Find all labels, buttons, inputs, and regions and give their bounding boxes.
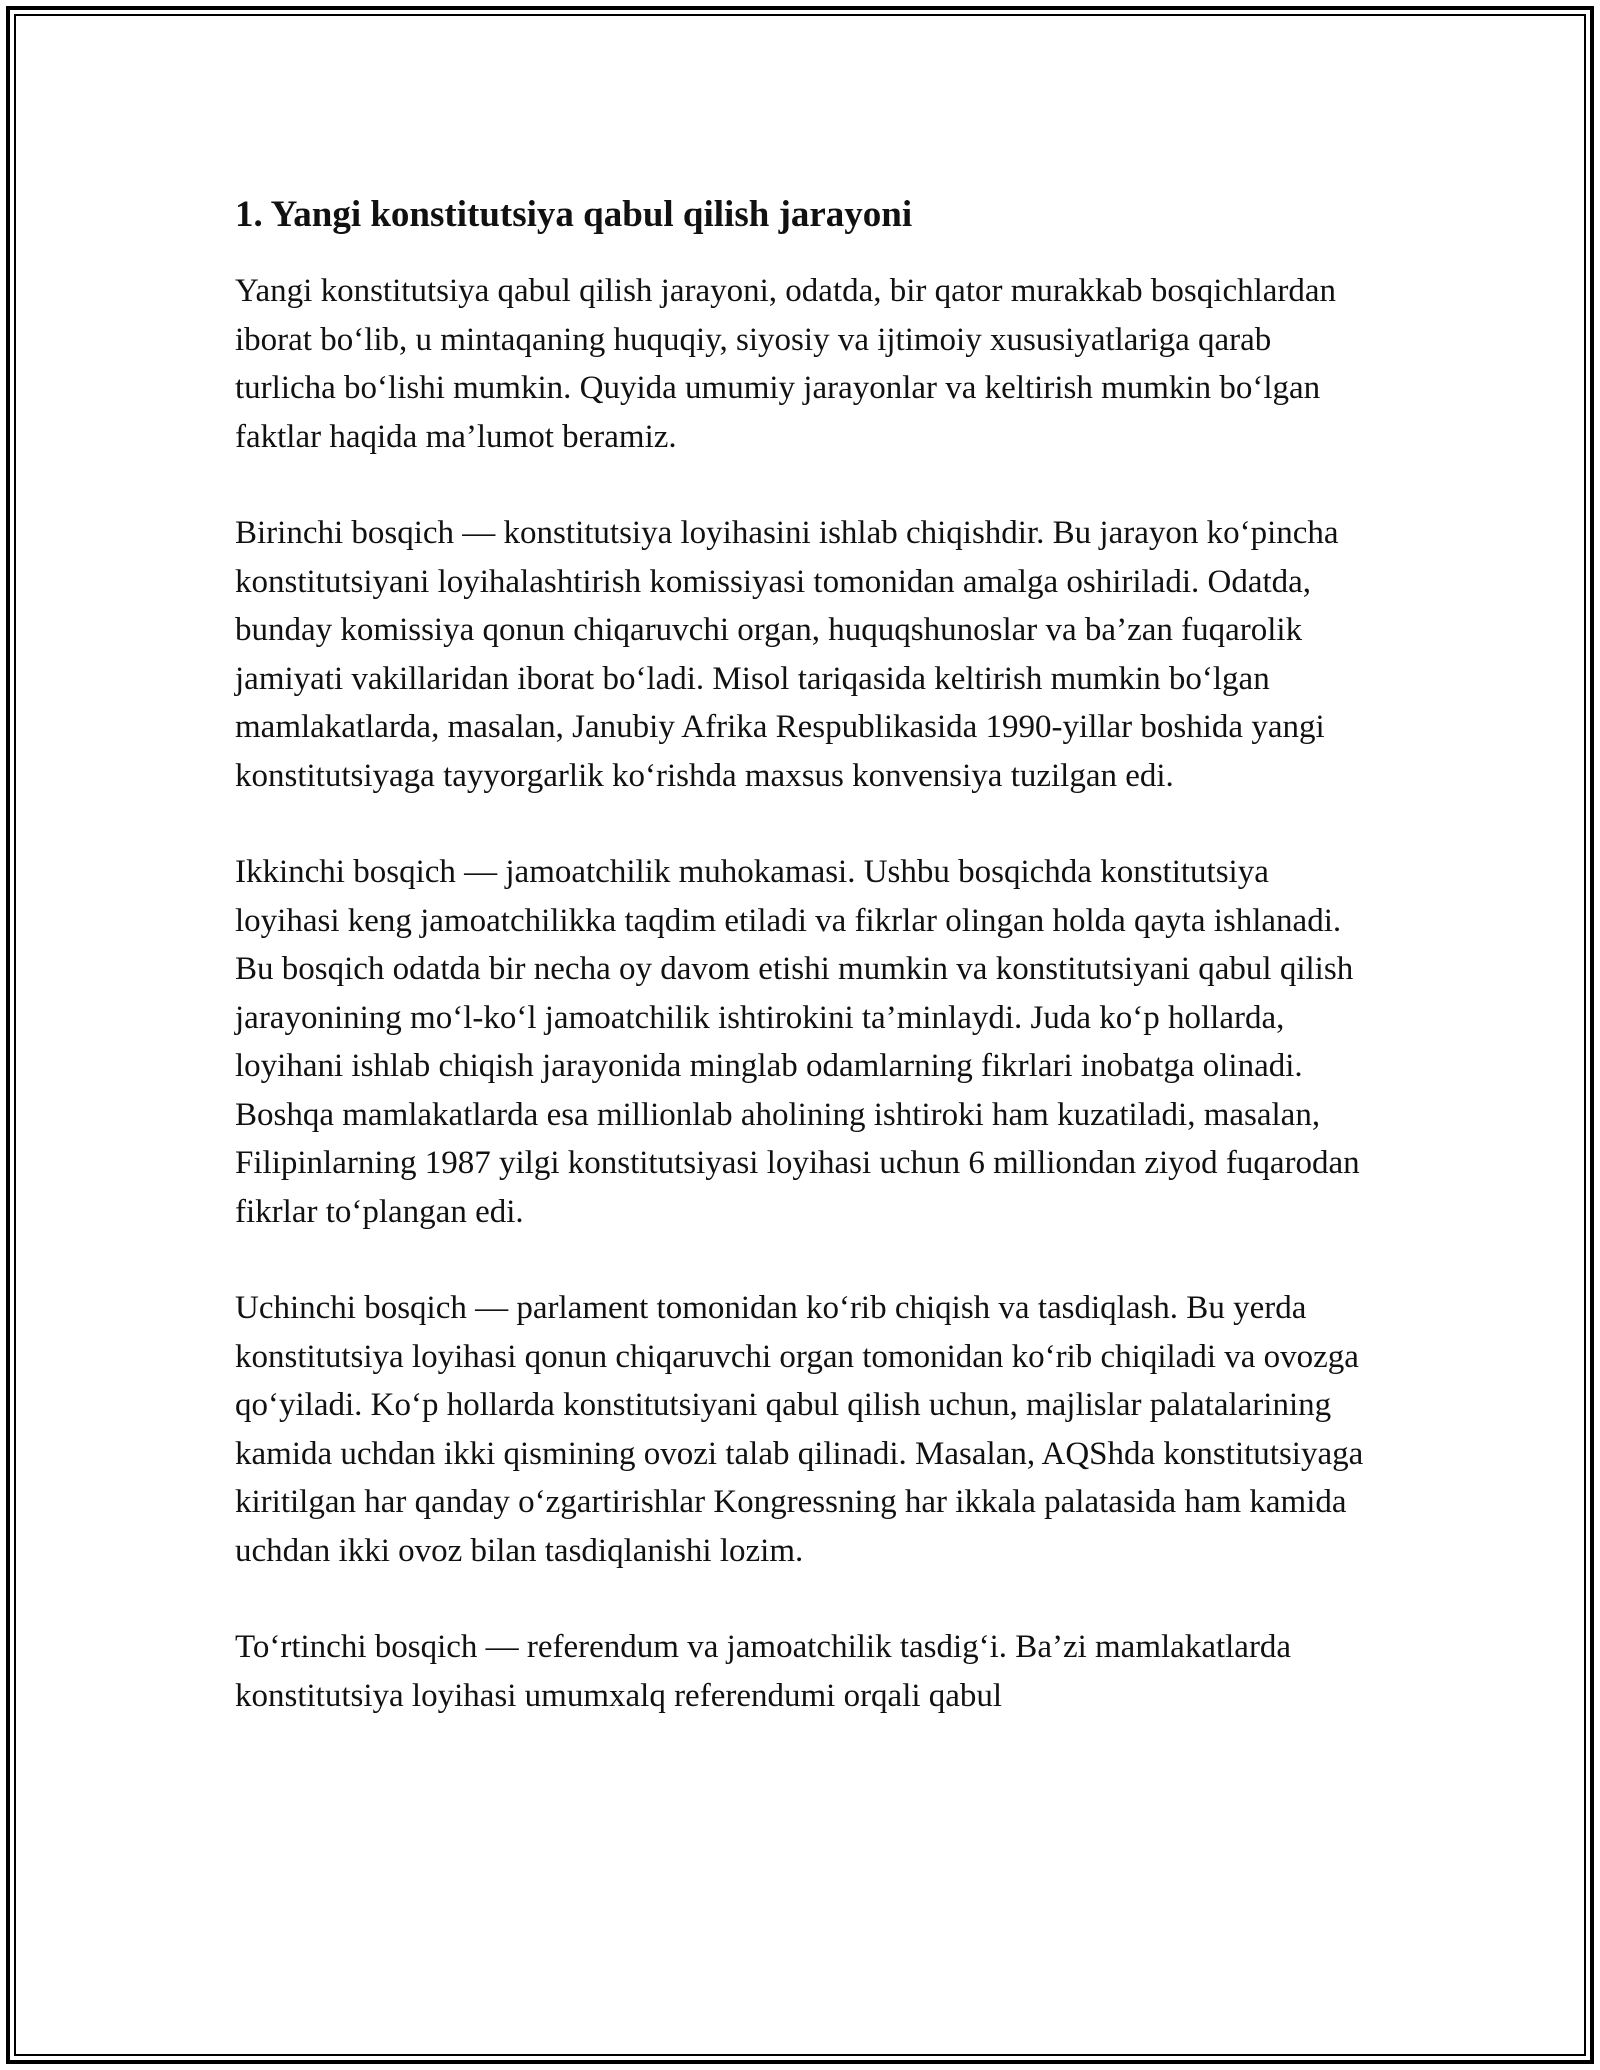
- paragraph-stage-2: Ikkinchi bosqich — jamoatchilik muhokamasi. Ushbu bosqichda konstitutsiya loyihasi keng jamoatchilikka taqdim etiladi va fikrlar olingan holda qayta ishlanadi. Bu bosqich odatda bir necha oy davom etishi mumkin va konstitutsiyani qabul qilish jarayonining mo‘l-ko‘l jamoatchilik ishtirokini ta’minlaydi. Juda ko‘p hollarda, loyihani ishlab chiqish jarayonida minglab odamlarning fikrlari inobatga olinadi. Boshqa mamlakatlarda esa millionlab aholining ishtiroki ham kuzatiladi, masalan, Filipinlarning 1987 yilgi konstitutsiyasi loyihasi uchun 6 milliondan ziyod fuqarodan fikrlar to‘plangan edi.: [235, 854, 1360, 1230]
- paragraph-stage-3: Uchinchi bosqich — parlament tomonidan ko‘rib chiqish va tasdiqlash. Bu yerda konstitutsiya loyihasi qonun chiqaruvchi organ tomonidan ko‘rib chiqiladi va ovozga qo‘yiladi. Ko‘p hollarda konstitutsiyani qabul qilish uchun, majlislar palatalarining kamida uchdan ikki qismining ovozi talab qilinadi. Masalan, AQShda konstitutsiyaga kiritilgan har qanday o‘zgartirishlar Kongressning har ikkala palatasida ham kamida uchdan ikki ovoz bilan tasdiqlanishi lozim.: [235, 1290, 1364, 1569]
- paragraph-intro: Yangi konstitutsiya qabul qilish jarayoni, odatda, bir qator murakkab bosqichlardan iborat bo‘lib, u mintaqaning huquqiy, siyosiy va ijtimoiy xususiyatlariga qarab turlicha bo‘lishi mumkin. Quyida umumiy jarayonlar va keltirish mumkin bo‘lgan faktlar haqida ma’lumot beramiz.: [235, 273, 1337, 455]
- document-body: [235, 185, 1365, 1768]
- paragraph-stage-1: Birinchi bosqich — konstitutsiya loyihasini ishlab chiqishdir. Bu jarayon ko‘pincha konstitutsiyani loyihalashtirish komissiyasi tomonidan amalga oshiriladi. Odatda, bunday komissiya qonun chiqaruvchi organ, huquqshunoslar va ba’zan fuqarolik jamiyati vakillaridan iborat bo‘ladi. Misol tariqasida keltirish mumkin bo‘lgan mamlakatlarda, masalan, Janubiy Afrika Respublikasida 1990-yillar boshida yangi konstitutsiyaga tayyorgarlik ko‘rishda maxsus konvensiya tuzilgan edi.: [235, 515, 1339, 794]
- section-heading: 1. Yangi konstitutsiya qabul qilish jarayoni: [235, 194, 913, 235]
- paragraph-stage-4: To‘rtinchi bosqich — referendum va jamoatchilik tasdig‘i. Ba’zi mamlakatlarda konstitutsiya loyihasi umumxalq referendumi orqali qabul: [235, 1629, 1292, 1714]
